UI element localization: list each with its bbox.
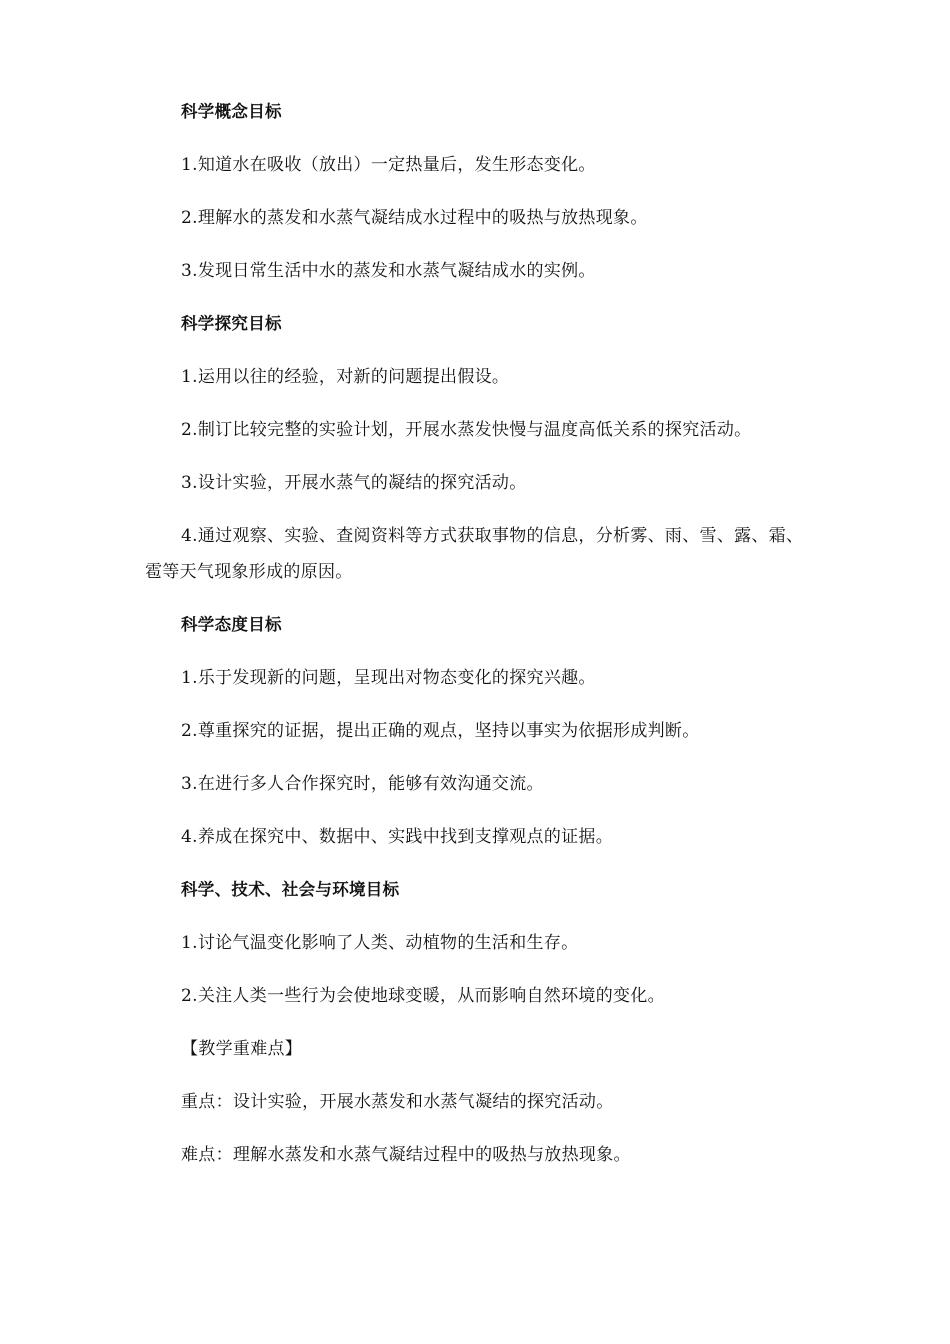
- item-text: 2.尊重探究的证据，提出正确的观点，坚持以事实为依据形成判断。: [181, 721, 700, 741]
- list-item: [145, 465, 807, 501]
- item-text: 3.发现日常生活中水的蒸发和水蒸气凝结成水的实例。: [181, 261, 596, 281]
- item-text: 2.制订比较完整的实验计划，开展水蒸发快慢与温度高低关系的探究活动。: [181, 420, 752, 440]
- section-stse: [145, 872, 807, 908]
- item-text: 3.设计实验，开展水蒸气的凝结的探究活动。: [181, 473, 527, 493]
- key-points-tag: 【教学重难点】: [181, 1039, 303, 1059]
- item-text: 3.在进行多人合作探究时，能够有效沟通交流。: [181, 774, 544, 794]
- item-text: 4.通过观察、实验、查阅资料等方式获取事物的信息，分析雾、雨、雪、露、霜、雹等天气现象形成的原因。: [145, 526, 804, 582]
- key-point-focus: 重点：设计实验，开展水蒸发和水蒸气凝结的探究活动。: [181, 1092, 614, 1112]
- item-text: 2.关注人类一些行为会使地球变暖，从而影响自然环境的变化。: [181, 986, 665, 1006]
- list-item: [145, 147, 807, 183]
- item-text: 4.养成在探究中、数据中、实践中找到支撑观点的证据。: [181, 827, 614, 847]
- key-points-tag-block: [145, 1031, 807, 1067]
- item-text: 1.讨论气温变化影响了人类、动植物的生活和生存。: [181, 933, 579, 953]
- item-text: 1.运用以往的经验，对新的问题提出假设。: [181, 367, 510, 387]
- item-text: 2.理解水的蒸发和水蒸气凝结成水过程中的吸热与放热现象。: [181, 208, 648, 228]
- list-item: [145, 412, 807, 448]
- list-item: [145, 819, 807, 855]
- list-item: [145, 713, 807, 749]
- section-science-inquiry: [145, 306, 807, 342]
- list-item: [145, 359, 807, 395]
- list-item: [145, 766, 807, 802]
- list-item: [145, 925, 807, 961]
- list-item: [145, 660, 807, 696]
- item-text: 1.乐于发现新的问题，呈现出对物态变化的探究兴趣。: [181, 668, 596, 688]
- section-heading: 科学态度目标: [181, 615, 282, 634]
- section-science-attitude: [145, 607, 807, 643]
- key-point-difficulty-block: [145, 1137, 807, 1173]
- section-heading: 科学探究目标: [181, 314, 282, 333]
- document-body: [145, 94, 807, 1190]
- list-item: [145, 518, 807, 590]
- list-item: [145, 978, 807, 1014]
- section-heading: 科学概念目标: [181, 102, 282, 121]
- key-point-difficulty: 难点：理解水蒸发和水蒸气凝结过程中的吸热与放热现象。: [181, 1145, 631, 1165]
- key-point-focus-block: [145, 1084, 807, 1120]
- list-item: [145, 200, 807, 236]
- item-text: 1.知道水在吸收（放出）一定热量后，发生形态变化。: [181, 155, 596, 175]
- list-item: [145, 253, 807, 289]
- section-science-concept: [145, 94, 807, 130]
- section-heading: 科学、技术、社会与环境目标: [181, 880, 400, 899]
